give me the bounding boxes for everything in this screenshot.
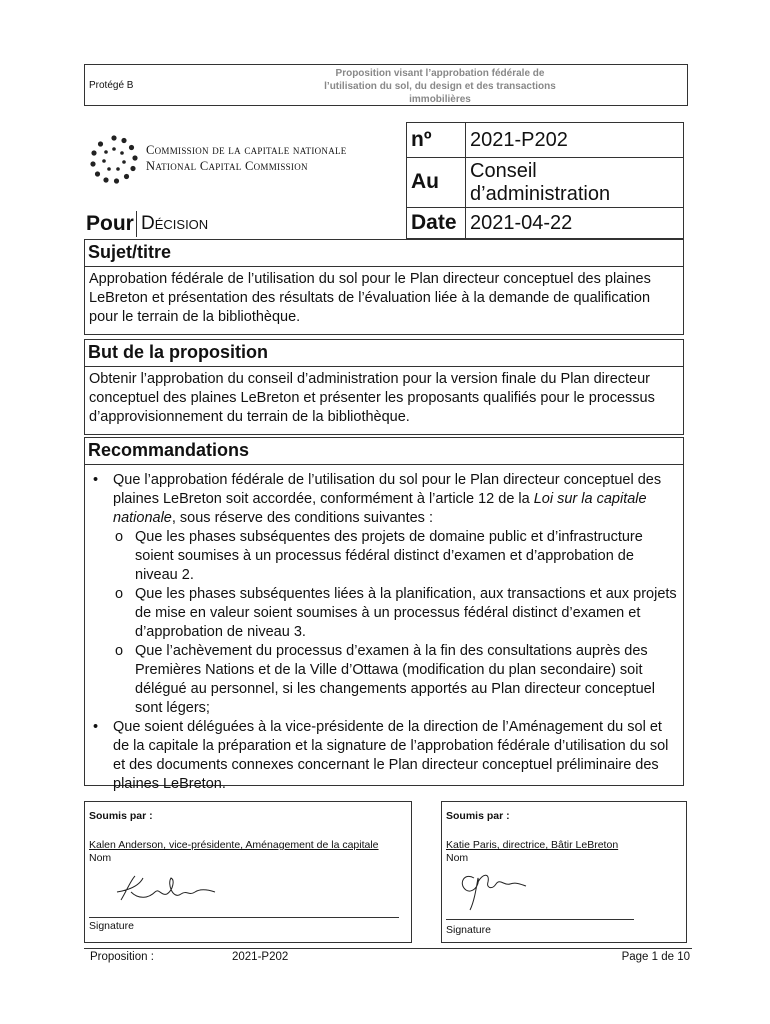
page-number: Page 1 de 10 <box>621 951 690 963</box>
submitter-name: Katie Paris, directrice, Bâtir LeBreton <box>446 839 619 851</box>
recommendation-1-tail: , sous réserve des conditions suivantes : <box>171 510 433 526</box>
meta-date-value-cell <box>465 207 684 239</box>
for-value: Décision <box>141 213 209 234</box>
recommendation-item <box>89 471 679 718</box>
signature-label: Signature <box>446 924 491 936</box>
name-label: Nom <box>446 852 469 864</box>
proposal-date: 2021-04-22 <box>470 212 573 234</box>
recipient: Conseil d’administration <box>470 160 611 205</box>
recommendation-1-text: Que l’approbation fédérale de l’utilisation du sol pour le Plan directeur conceptuel des plaines LeBreton soit accordée, conformément à l’article 12 de la <box>113 472 662 507</box>
to-label: Au <box>411 170 439 193</box>
ncc-logo-block <box>84 122 406 208</box>
ncc-wordmark <box>146 142 347 174</box>
meta-no-value-cell <box>465 122 684 158</box>
submitted-by-box-1 <box>84 801 412 943</box>
number-label: nº <box>411 128 432 151</box>
recommendations-body <box>84 464 684 792</box>
date-label: Date <box>411 211 457 234</box>
handwritten-signature-icon <box>452 864 532 914</box>
footer-label: Proposition : <box>90 951 154 963</box>
purpose-body: Obtenir l’approbation du conseil d’administration pour la version finale du Plan directeur conceptuel des plaines LeBreton et présenter les proposants qualifiés pour le processus d’approvisionnement du terrain de la bibliothèque. <box>84 366 684 435</box>
handwritten-signature-icon <box>109 870 219 910</box>
meta-date-label-cell <box>406 207 466 239</box>
logo-line-en: National Capital Commission <box>146 159 308 173</box>
recommendations-heading: Recommandations <box>84 437 684 465</box>
classification-label: Protégé B <box>89 80 134 91</box>
meta-to-label-cell <box>406 157 466 208</box>
condition-item: o Que les phases subséquentes des projets de domaine public et d’infrastructure soient soumises à un processus fédéral distinct d’examen et d’approbation de niveau 2. <box>113 528 679 585</box>
submitted-by-box-2 <box>441 801 687 943</box>
condition-item: o Que les phases subséquentes liées à la planification, aux transactions et aux projets de mise en valeur soient soumises à un processus fédéral distinct d’examen et d’approbation de niveau 3. <box>113 585 679 642</box>
recommendations-list <box>89 471 679 794</box>
for-row <box>84 207 407 239</box>
signature-line <box>89 917 399 918</box>
subject-body: Approbation fédérale de l’utilisation du sol pour le Plan directeur conceptuel des plaines LeBreton et présentation des résultats de l’évaluation liée à la demande de qualification pour le terrain de la bibliothèque. <box>84 266 684 335</box>
signature-line <box>446 919 634 920</box>
meta-to-value-cell <box>465 157 684 208</box>
name-label: Nom <box>89 852 112 864</box>
for-divider <box>136 211 137 237</box>
submitter-name: Kalen Anderson, vice-présidente, Aménagement de la capitale <box>89 839 379 851</box>
recommendation-1-act-name: Loi sur la capitale nationale <box>113 491 647 526</box>
ncc-emblem-icon <box>88 134 140 186</box>
condition-item: o Que l’achèvement du processus d’examen à la fin des consultations auprès des Premières Nations et de la Ville d’Ottawa (modification du plan secondaire) soit délégué au personnel, si les changements apportés au Plan directeur conceptuel sont légers; <box>113 642 679 718</box>
meta-no-label-cell <box>406 122 466 158</box>
classification-header <box>84 64 688 106</box>
proposal-number: 2021-P202 <box>470 129 568 151</box>
submitted-by-heading: Soumis par : <box>446 810 510 822</box>
recommendation-item: • Que soient déléguées à la vice-présidente de la direction de l’Aménagement du sol et de la capitale la préparation et la signature de l’approbation fédérale d’utilisation du sol et des documents connexes concernant le Plan directeur conceptuel préliminaire des plaines LeBreton. <box>89 718 679 794</box>
submitted-by-heading: Soumis par : <box>89 810 153 822</box>
purpose-heading: But de la proposition <box>84 339 684 367</box>
page-footer <box>84 948 692 966</box>
subject-heading: Sujet/titre <box>84 239 684 267</box>
for-label: Pour <box>86 212 134 235</box>
footer-proposal-number: 2021-P202 <box>232 951 289 963</box>
logo-line-fr: Commission de la capitale nationale <box>146 143 347 157</box>
document-type-title: Proposition visant l’approbation fédérale de l’utilisation du sol, du design et des transactions immobilières <box>324 68 556 105</box>
signature-label: Signature <box>89 920 134 932</box>
conditions-list <box>113 528 679 718</box>
